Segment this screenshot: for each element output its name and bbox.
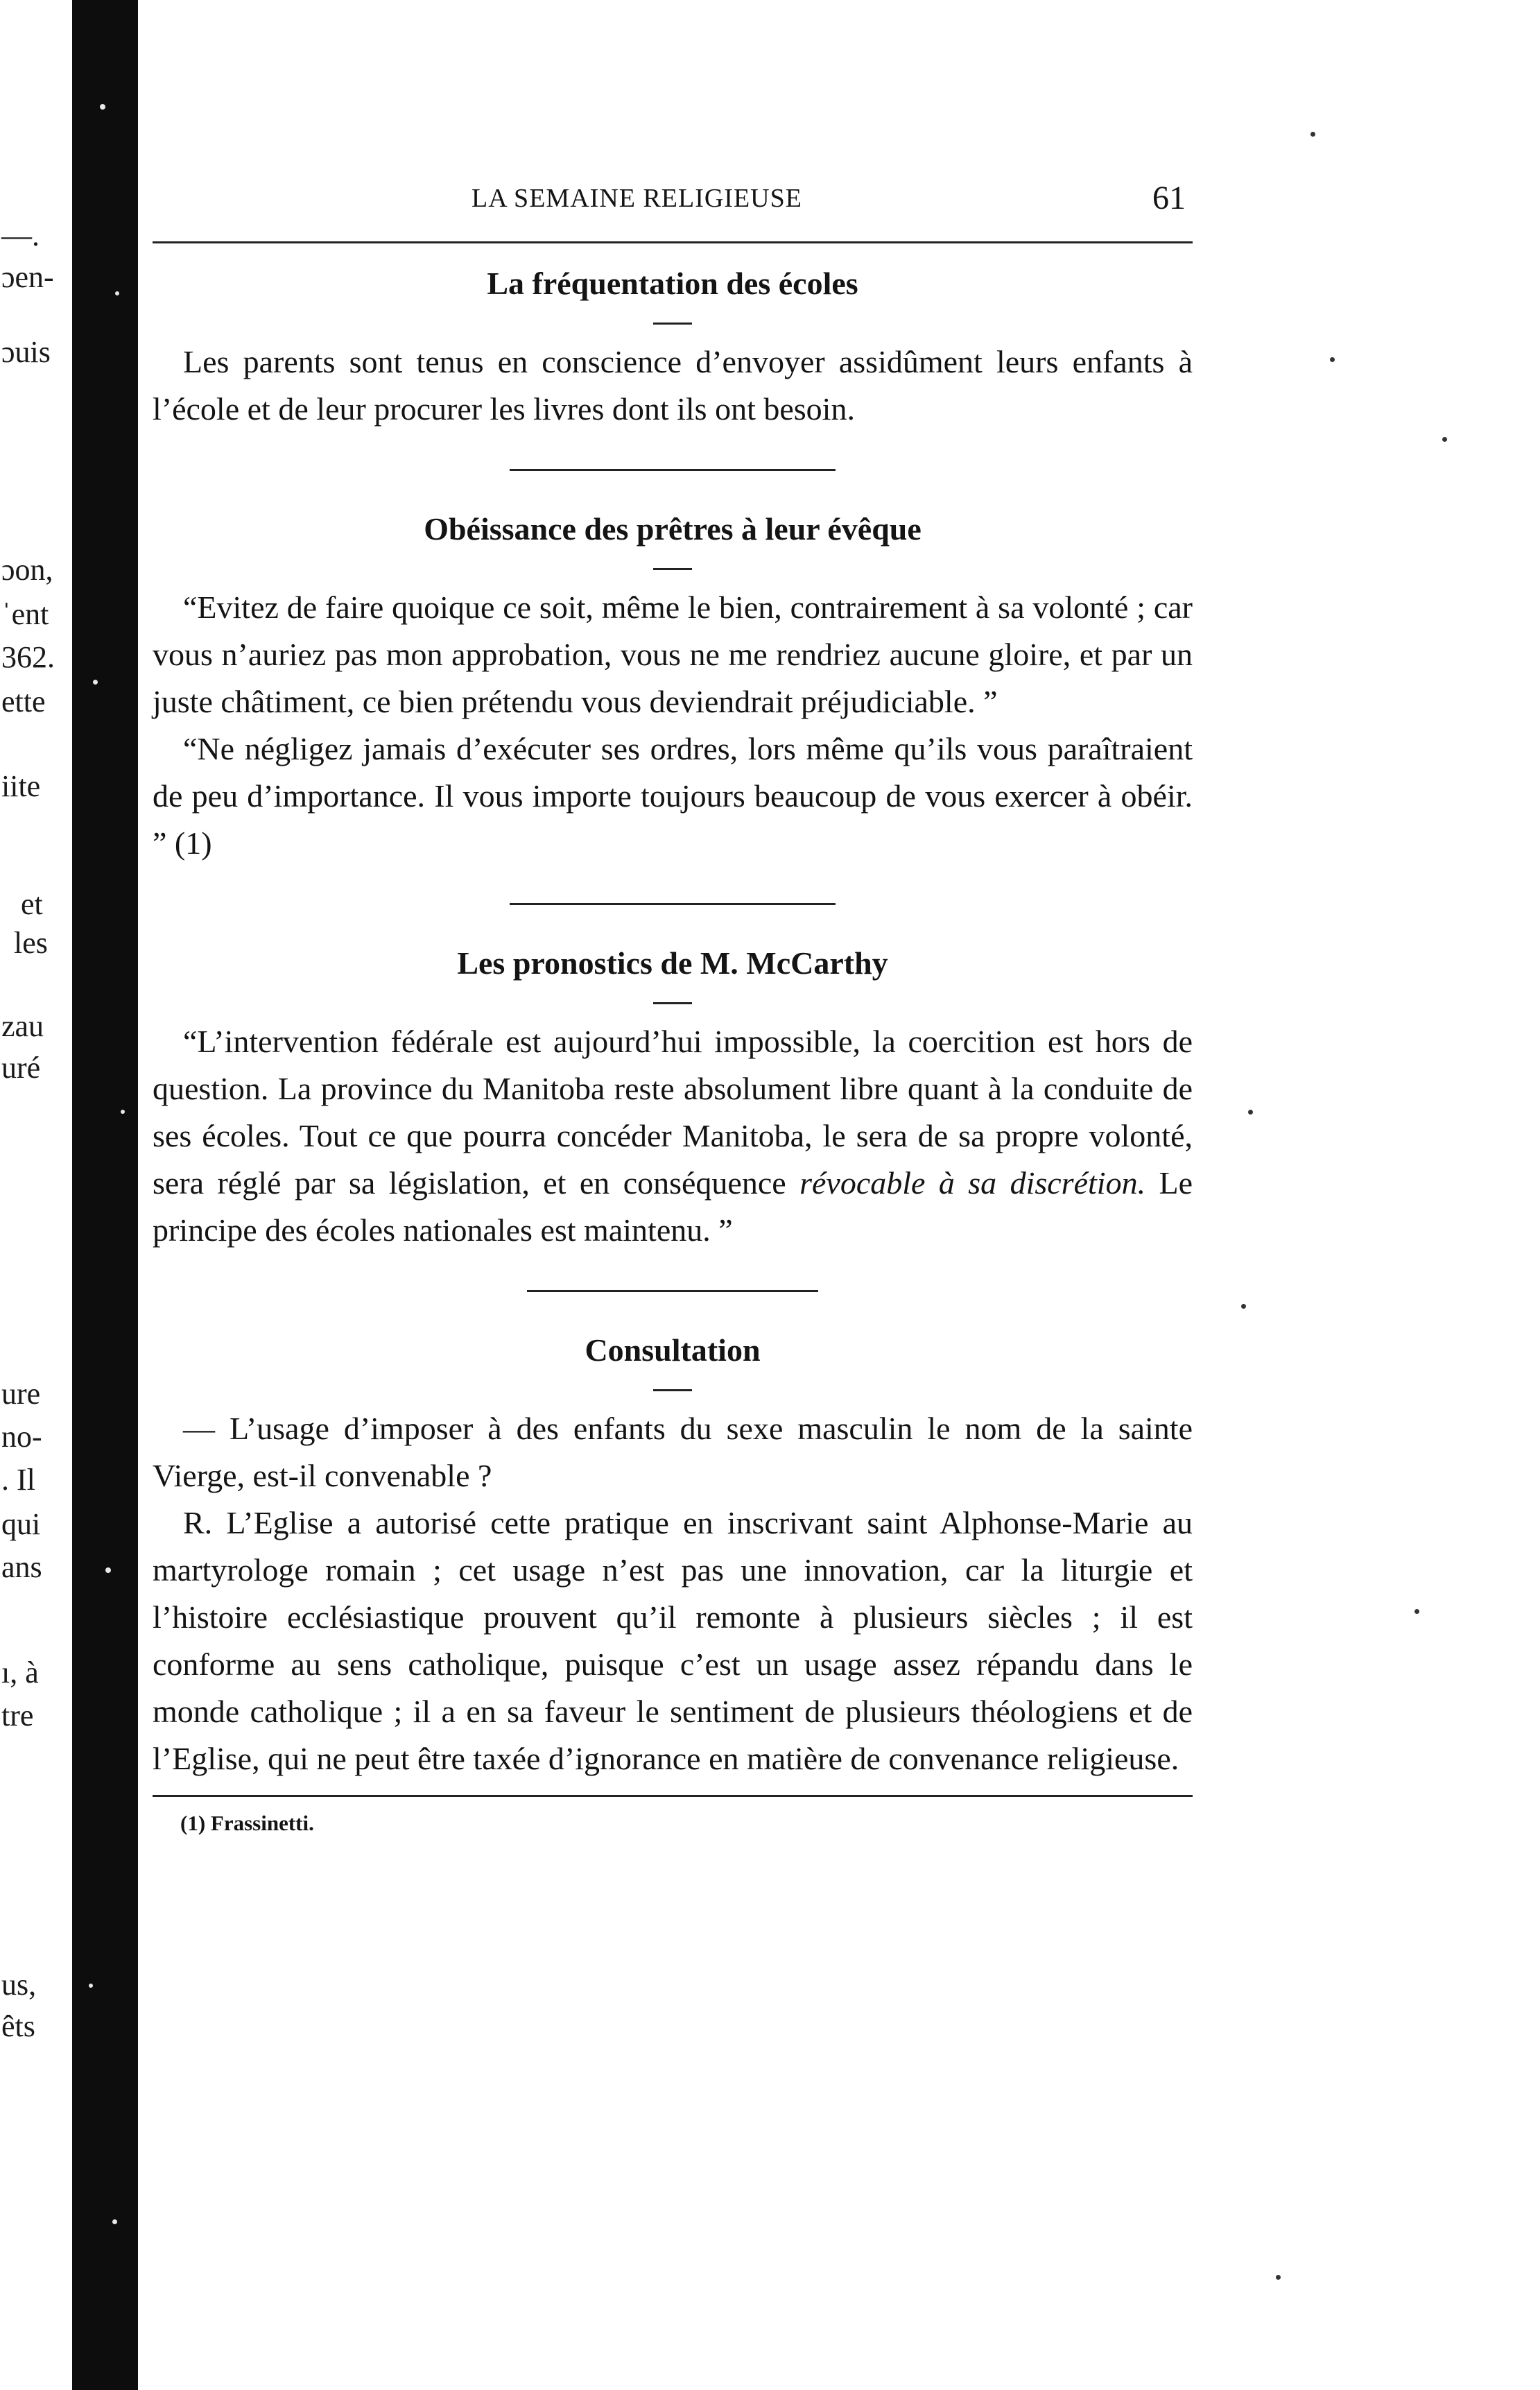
section-frequentation	[153, 260, 1193, 433]
facing-fragment: ˈent	[1, 597, 49, 631]
facing-fragment: ı, à	[1, 1656, 39, 1690]
speck	[1241, 1304, 1246, 1309]
gutter-speck	[100, 104, 105, 110]
facing-fragment: ette	[1, 685, 46, 719]
facing-fragment: tre	[1, 1699, 34, 1733]
title-dash	[653, 1389, 692, 1391]
speck	[1330, 357, 1335, 362]
paragraph: R. L’Eglise a autorisé cette pratique en inscrivant saint Alphonse-Marie au martyrologe romain ; cet usage n’est pas une innovation, car la liturgie et l’histoire ecclésiastique prouvent qu’il remonte à plusieurs siècles ; il est conforme au sens catholique, puisque c’est un usage assez répandu dans le monde catholique ; il a en sa faveur le sentiment de plusieurs théologiens et de l’Eglise, qui ne peut être taxée d’ignorance en matière de convenance religieuse.	[153, 1505, 1193, 1776]
facing-fragment: ɔon,	[1, 553, 53, 587]
speck	[1442, 437, 1447, 442]
facing-fragment: ɔen-	[1, 260, 54, 294]
paragraph: — L’usage d’imposer à des enfants du sexe masculin le nom de la sainte Vierge, est-il convenable ?	[153, 1411, 1193, 1493]
footnote-rule	[153, 1795, 1193, 1797]
gutter-speck	[121, 1110, 125, 1114]
facing-fragment: no-	[1, 1420, 42, 1454]
facing-fragment: êts	[1, 2009, 35, 2043]
section-separator	[510, 903, 836, 905]
paragraph: Les parents sont tenus en conscience d’envoyer assidûment leurs enfants à l’école et de leur procurer les livres dont ils ont besoin.	[153, 344, 1193, 427]
page	[153, 0, 1193, 2390]
gutter-speck	[89, 1984, 93, 1988]
facing-fragment: zau	[1, 1009, 44, 1043]
section-title: Les pronostics de M. McCarthy	[457, 945, 888, 981]
title-dash	[653, 568, 692, 570]
facing-fragment: et	[21, 887, 43, 921]
facing-fragment: —.	[1, 218, 40, 252]
facing-fragment: ɔuis	[1, 335, 51, 369]
section-pronostics	[153, 940, 1193, 1254]
paragraph-text: “L’intervention fédérale est aujourd’hui impossible, la coercition est hors de question. La province du Manitoba reste absolument libre quant à la conduite de ses écoles. Tout ce que pourra concéder Manitoba, le sera de sa propre volonté, sera réglé par sa législation, et en conséquence	[153, 1024, 1193, 1201]
facing-fragment: qui	[1, 1507, 41, 1541]
speck	[1414, 1609, 1419, 1614]
facing-fragment: les	[14, 926, 48, 960]
gutter-speck	[93, 680, 98, 685]
facing-fragment: . Il	[1, 1463, 35, 1497]
book-gutter	[72, 0, 138, 2390]
section-title: Consultation	[585, 1332, 761, 1368]
gutter-speck	[115, 291, 119, 295]
facing-fragment: iite	[1, 769, 41, 803]
gutter-speck	[105, 1567, 111, 1573]
facing-page-edge	[0, 0, 72, 2390]
paragraph-italic: révocable à sa discrétion.	[799, 1165, 1146, 1201]
footnote: (1) Frassinetti.	[180, 1811, 314, 1835]
facing-fragment: ure	[1, 1377, 41, 1411]
section-title: La fréquentation des écoles	[487, 266, 858, 301]
paragraph: “Evitez de faire quoique ce soit, même le bien, contrairement à sa volonté ; car vous n’auriez pas mon approbation, vous ne me rendriez aucune gloire, et par un juste châtiment, ce bien prétendu vous deviendrait préjudiciable. ”	[153, 590, 1193, 719]
page-number: 61	[1152, 180, 1186, 216]
facing-fragment: ans	[1, 1550, 42, 1584]
page-content	[153, 260, 1193, 1839]
facing-fragment: uré	[1, 1051, 41, 1085]
speck	[1276, 2275, 1281, 2280]
running-header	[153, 179, 1193, 227]
paragraph-text: Le principe des écoles nationales est maintenu. ”	[153, 1165, 1193, 1248]
facing-fragment: 362.	[1, 640, 55, 674]
section-separator	[527, 1290, 818, 1292]
gutter-speck	[112, 2219, 117, 2224]
running-title: LA SEMAINE RELIGIEUSE	[471, 184, 802, 213]
facing-fragment: us,	[1, 1968, 37, 2002]
speck	[1310, 132, 1315, 137]
paragraph	[153, 1018, 1193, 1254]
header-rule	[153, 241, 1193, 243]
section-obeissance	[153, 506, 1193, 867]
title-dash	[653, 1002, 692, 1004]
paragraph: “Ne négligez jamais d’exécuter ses ordres, lors même qu’ils vous paraîtraient de peu d’importance. Il vous importe toujours beaucoup de vous exercer à obéir. ” (1)	[153, 731, 1193, 861]
section-title: Obéissance des prêtres à leur évêque	[424, 511, 922, 547]
speck	[1248, 1110, 1253, 1115]
section-separator	[510, 469, 836, 471]
title-dash	[653, 323, 692, 325]
section-consultation	[153, 1327, 1193, 1782]
